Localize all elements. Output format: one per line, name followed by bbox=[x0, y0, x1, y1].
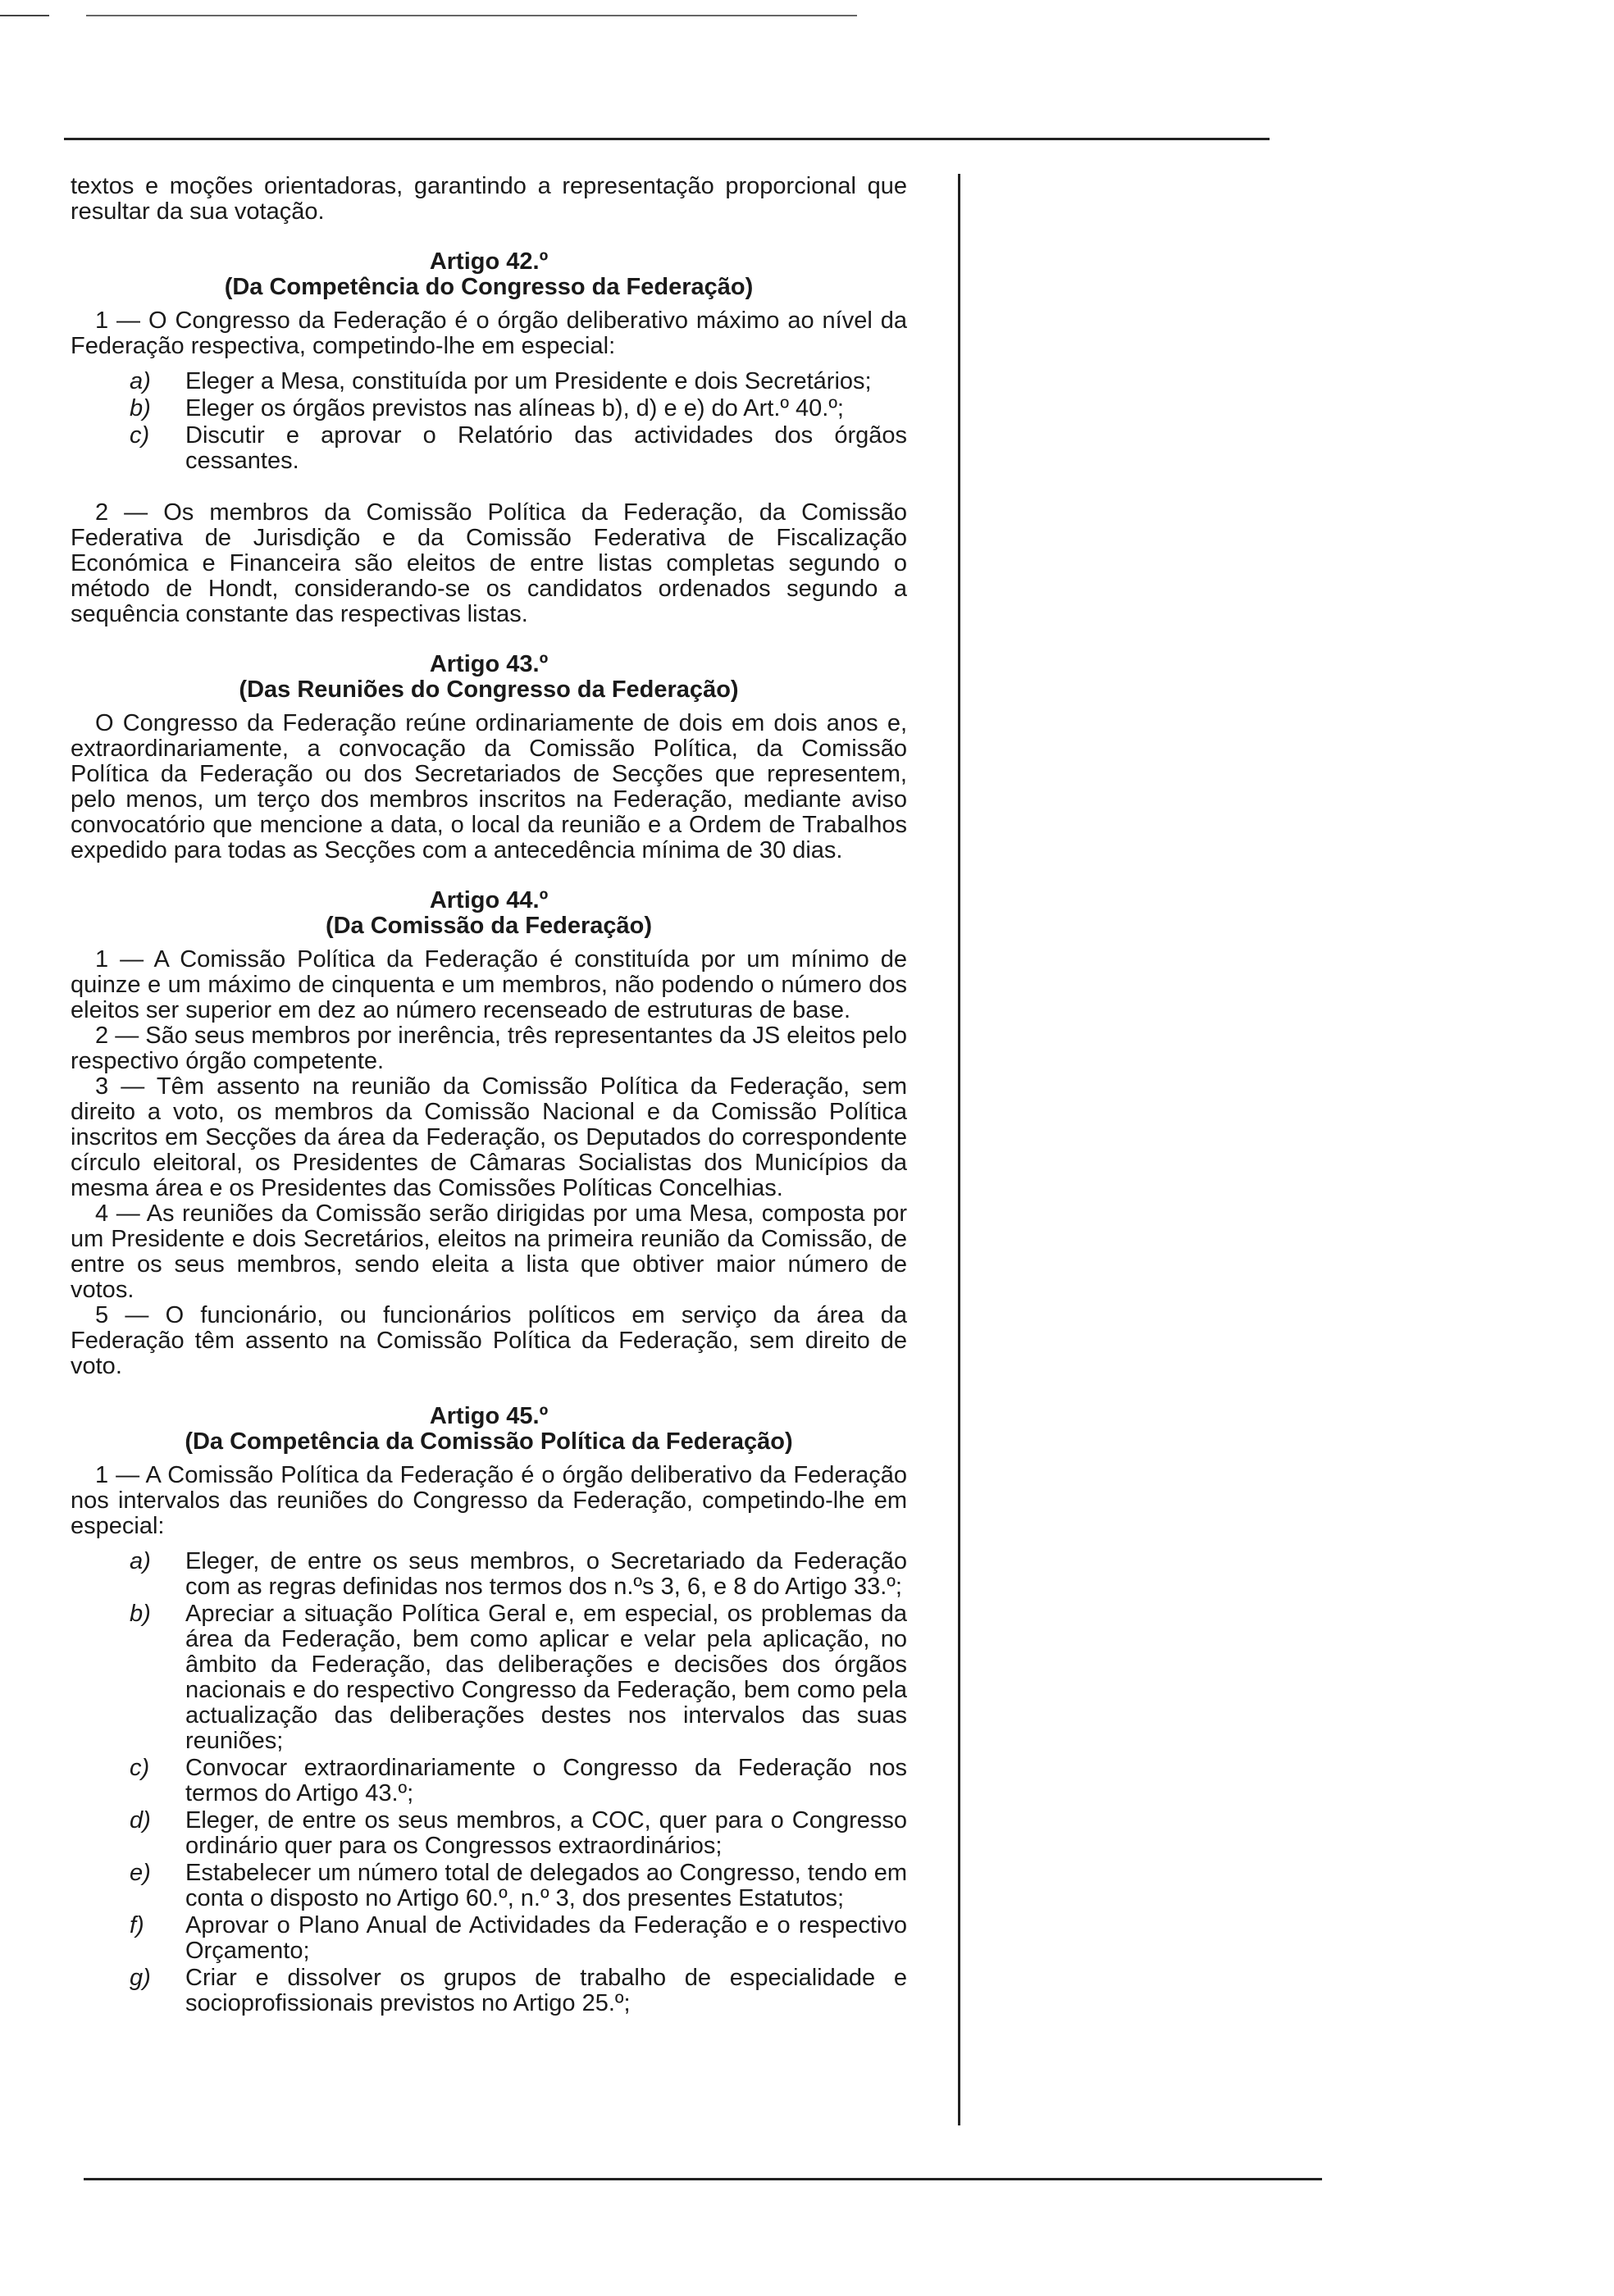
list-letter: a) bbox=[130, 368, 151, 394]
article-44-title: (Da Comissão da Federação) bbox=[325, 913, 653, 939]
article-43-number: Artigo 43.º bbox=[429, 651, 549, 677]
article-44-paragraph-4: 4 — As reuniões da Comissão serão dirigidas por uma Mesa, composta por um Presidente e dois Secretários, eleitos na primeira reunião da Comissão, de entre os seus membros, sendo eleita a lista que obtiver maior número de votos. bbox=[71, 1200, 907, 1303]
intro-paragraph: textos e moções orientadoras, garantindo a representação proporcional que resultar da sua votação. bbox=[71, 173, 907, 225]
article-44-paragraph-5: 5 — O funcionário, ou funcionários políticos em serviço da área da Federação têm assento na Comissão Política da Federação, sem direito de voto. bbox=[71, 1302, 907, 1379]
article-43-heading bbox=[71, 652, 907, 703]
article-42-number: Artigo 42.º bbox=[429, 248, 549, 275]
article-42-paragraph-2: 2 — Os membros da Comissão Política da Federação, da Comissão Federativa de Jurisdição e da Comissão Federativa de Fiscalização Económica e Financeira são eleitos de entre listas completas segundo o método de Hondt, considerando-se os candidatos ordenados segundo a sequência constante das respectivas listas. bbox=[71, 499, 907, 627]
article-45-title: (Da Competência da Comissão Política da Federação) bbox=[185, 1428, 793, 1455]
article-44-paragraph-2: 2 — São seus membros por inerência, três representantes da JS eleitos pelo respectivo órgão competente. bbox=[71, 1023, 907, 1074]
list-item bbox=[71, 423, 907, 474]
list-item bbox=[71, 1549, 907, 1600]
list-text: Aprovar o Plano Anual de Actividades da Federação e o respectivo Orçamento; bbox=[185, 1912, 907, 1964]
article-44-heading bbox=[71, 888, 907, 939]
list-text: Estabelecer um número total de delegados ao Congresso, tendo em conta o disposto no Artigo 60.º, n.º 3, dos presentes Estatutos; bbox=[185, 1860, 907, 1911]
article-44-number: Artigo 44.º bbox=[429, 887, 549, 913]
list-letter: a) bbox=[130, 1548, 151, 1574]
list-text: Criar e dissolver os grupos de trabalho de especialidade e socioprofissionais previstos no Artigo 25.º; bbox=[185, 1965, 907, 2016]
list-text: Eleger a Mesa, constituída por um Presidente e dois Secretários; bbox=[185, 368, 872, 394]
list-text: Convocar extraordinariamente o Congresso da Federação nos termos do Artigo 43.º; bbox=[185, 1755, 907, 1806]
list-item bbox=[71, 396, 907, 421]
column-divider bbox=[958, 174, 960, 2125]
article-43-paragraph-1: O Congresso da Federação reúne ordinariamente de dois em dois anos e, extraordinariamente, a convocação da Comissão Política, da Comissão Política da Federação ou dos Secretariados de Secções que representem, pelo menos, um terço dos membros inscritos na Federação, mediante aviso convocatório que mencione a data, o local da reunião e a Ordem de Trabalhos expedido para todas as Secções com a antecedência mínima de 30 dias. bbox=[71, 710, 907, 863]
list-text: Eleger, de entre os seus membros, a COC, quer para o Congresso ordinário quer para os Congressos extraordinários; bbox=[185, 1807, 907, 1859]
article-42-list bbox=[71, 369, 907, 474]
article-42-title: (Da Competência do Congresso da Federação) bbox=[224, 274, 754, 300]
list-item bbox=[71, 369, 907, 394]
list-item bbox=[71, 1756, 907, 1806]
article-45-heading bbox=[71, 1404, 907, 1455]
text-column bbox=[71, 174, 907, 2018]
list-letter: b) bbox=[130, 1601, 151, 1627]
article-44-paragraph-1: 1 — A Comissão Política da Federação é constituída por um mínimo de quinze e um máximo de cinquenta e um membros, não podendo o número dos eleitos ser superior em dez ao número recenseado de estruturas de base. bbox=[71, 946, 907, 1023]
list-text: Discutir e aprovar o Relatório das actividades dos órgãos cessantes. bbox=[185, 422, 907, 474]
article-42-paragraph-1: 1 — O Congresso da Federação é o órgão deliberativo máximo ao nível da Federação respectiva, competindo-lhe em especial: bbox=[71, 308, 907, 359]
list-text: Eleger, de entre os seus membros, o Secretariado da Federação com as regras definidas nos termos dos n.ºs 3, 6, e 8 do Artigo 33.º; bbox=[185, 1548, 907, 1600]
list-letter: f) bbox=[130, 1912, 144, 1938]
article-43-title: (Das Reuniões do Congresso da Federação) bbox=[239, 676, 739, 703]
article-44-paragraph-3: 3 — Têm assento na reunião da Comissão Política da Federação, sem direito a voto, os membros da Comissão Nacional e da Comissão Política inscritos em Secções da área da Federação, os Deputados do correspondente círculo eleitoral, os Presidentes de Câmaras Socialistas dos Municípios da mesma área e os Presidentes das Comissões Políticas Concelhias. bbox=[71, 1073, 907, 1201]
list-item bbox=[71, 1601, 907, 1754]
article-45-list bbox=[71, 1549, 907, 2016]
list-letter: d) bbox=[130, 1807, 151, 1834]
scan-edge-mark bbox=[0, 15, 49, 16]
footer-rule bbox=[84, 2178, 1322, 2180]
list-item bbox=[71, 1966, 907, 2016]
article-45-paragraph-1: 1 — A Comissão Política da Federação é o órgão deliberativo da Federação nos intervalos das reuniões do Congresso da Federação, competindo-lhe em especial: bbox=[71, 1462, 907, 1539]
list-letter: c) bbox=[130, 1755, 150, 1781]
list-letter: g) bbox=[130, 1965, 151, 1991]
list-item bbox=[71, 1861, 907, 1911]
scan-top-line bbox=[86, 15, 857, 16]
list-text: Apreciar a situação Política Geral e, em especial, os problemas da área da Federação, bem como aplicar e velar pela aplicação, no âmbito da Federação, das deliberações e decisões dos órgãos nacionais e do respectivo Congresso da Federação, bem como pela actualização das deliberações destes nos intervalos das suas reuniões; bbox=[185, 1601, 907, 1754]
list-text: Eleger os órgãos previstos nas alíneas b), d) e e) do Art.º 40.º; bbox=[185, 395, 844, 421]
article-42-heading bbox=[71, 249, 907, 300]
list-letter: c) bbox=[130, 422, 150, 449]
header-rule bbox=[64, 138, 1270, 140]
article-45-number: Artigo 45.º bbox=[429, 1403, 549, 1429]
list-item bbox=[71, 1913, 907, 1964]
list-letter: b) bbox=[130, 395, 151, 421]
list-letter: e) bbox=[130, 1860, 151, 1886]
list-item bbox=[71, 1808, 907, 1859]
